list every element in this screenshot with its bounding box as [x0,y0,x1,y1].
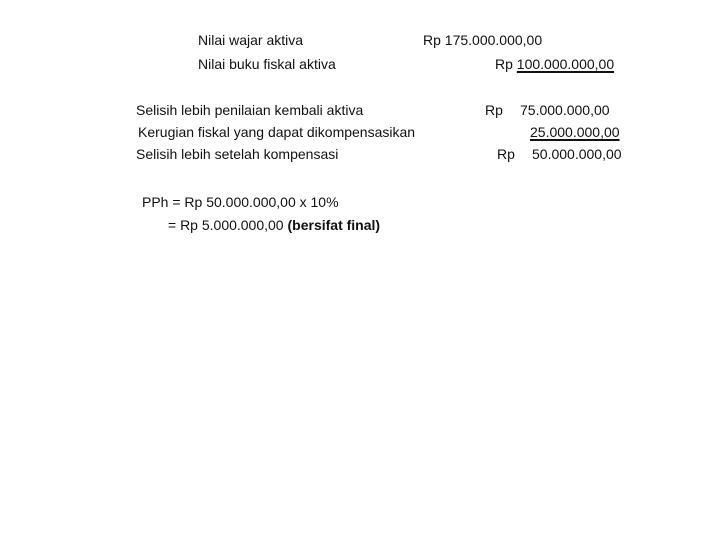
amount: 175.000.000,00 [444,32,543,48]
label-nilai-wajar: Nilai wajar aktiva [198,32,304,48]
label-kerugian-fiskal: Kerugian fiskal yang dapat dikompensasikan [138,124,416,140]
label-selisih-setelah: Selisih lebih setelah kompensasi [136,146,339,162]
amount: 100.000.000,00 [516,56,615,72]
amount-selisih-lebih: 75.000.000,00 [520,102,610,118]
label-selisih-lebih: Selisih lebih penilaian kembali aktiva [136,102,364,118]
currency-selisih-lebih: Rp [485,102,503,118]
pph-amount: = Rp 5.000.000,00 [168,217,284,233]
amount-nilai-wajar [423,31,542,49]
pph-formula: PPh = Rp 50.000.000,00 x 10% [142,194,339,210]
amount-kerugian-fiskal: 25.000.000,00 [530,124,620,140]
pph-result [168,216,380,234]
label-nilai-buku: Nilai buku fiskal aktiva [198,56,336,72]
currency: Rp [423,32,441,48]
amount-selisih-setelah: 50.000.000,00 [532,146,622,162]
currency: Rp [495,56,513,72]
amount-nilai-buku [495,55,614,73]
pph-note: (bersifat final) [287,217,381,233]
currency-selisih-setelah: Rp [497,146,515,162]
